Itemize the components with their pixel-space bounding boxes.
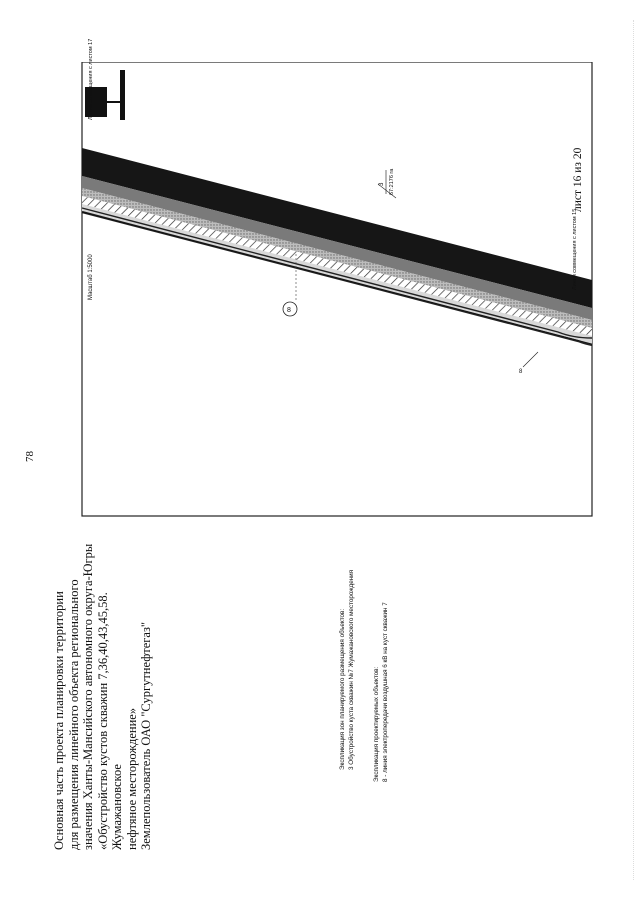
road-stub (120, 70, 125, 120)
scale-label: Масштаб 1:5000 (88, 254, 94, 300)
explication-zones-item: 3 Обустройство куста скважин №7 Жумажановского месторождения (348, 569, 355, 770)
match-line-bottom-label: Линия совмещения с листом 15 (572, 208, 578, 290)
sheet-label: лист 16 из 20 (572, 147, 584, 212)
title-line: Жумажановское (110, 764, 124, 850)
callout-8-label: 8 (287, 307, 291, 314)
explication-objects (372, 602, 390, 782)
callout-8b-label: 8 (519, 369, 523, 375)
explication-objects-heading: Экспликация проектируемых объектов: (373, 666, 380, 782)
title-line: значения Ханты-Мансийского автономного округа-Югры (81, 543, 95, 850)
explication-zones-heading: Экспликация зон планируемого размещения объектов: (339, 608, 346, 770)
grey-band (82, 176, 592, 320)
zone-label-numerator: 3 (379, 182, 385, 186)
title-line: Землепользователь ОАО "Сургутнефтегаз" (139, 621, 153, 850)
match-line-top-label: Линия совмещения с листом 17 (88, 38, 94, 120)
explication-zones (338, 570, 356, 770)
title-line: для размещения линейного объекта регионального (66, 579, 81, 850)
title-line: «Обустройство кустов скважин 7,36,40,43,45,58. (95, 592, 110, 850)
page-number: 78 (24, 451, 36, 462)
callout-leader (523, 352, 538, 367)
dotted-band (82, 188, 592, 328)
map-sheet (78, 62, 596, 524)
scan-edge (631, 20, 634, 880)
explication-objects-item: 8 - линия электропередачи воздушная 6 кВ на куст скважин 7 (382, 602, 389, 782)
title-block (52, 544, 154, 850)
title-line: Основная часть проекта планировки территории (52, 591, 66, 850)
title-line: нефтяное месторождение» (124, 707, 139, 850)
zone-label-denominator: 67:2176 га (389, 168, 395, 195)
